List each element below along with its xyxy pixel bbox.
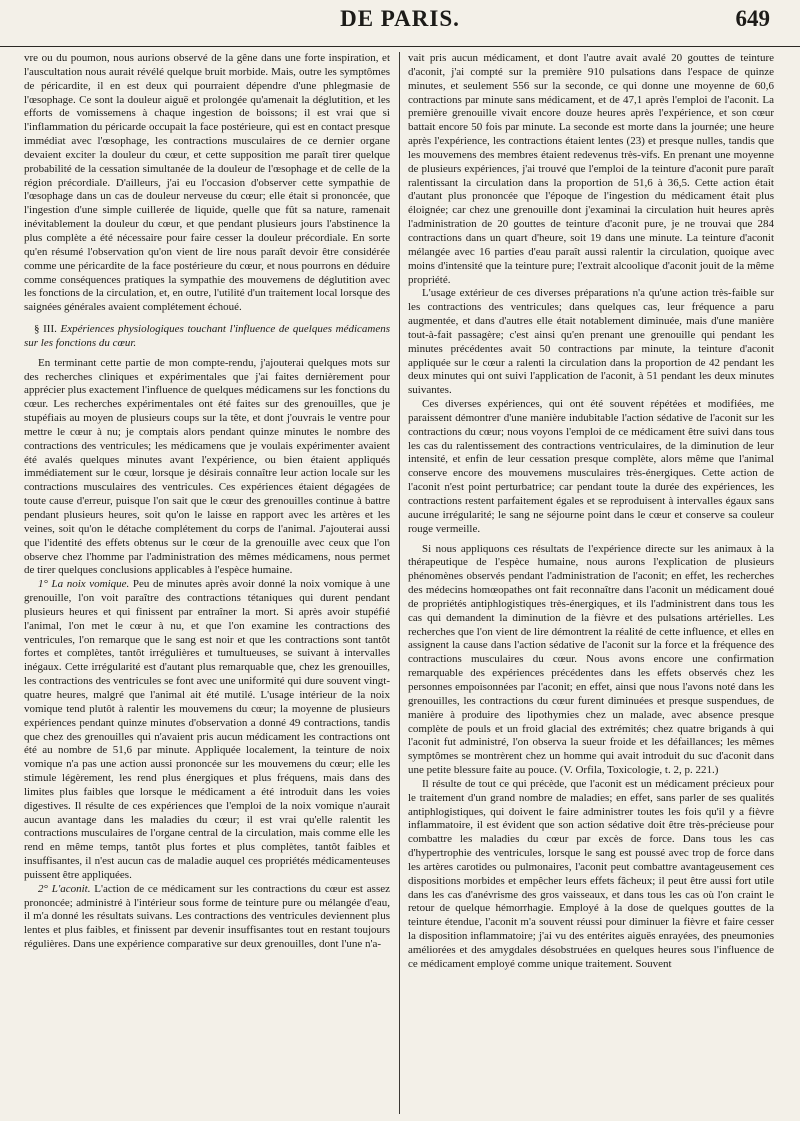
section-title: Expériences physiologiques touchant l'influence de quelques médicamens sur les fonctions du cœur. xyxy=(24,323,390,349)
paragraph xyxy=(24,883,390,952)
paragraph-label: 2° L'aconit. xyxy=(38,882,91,895)
paragraph: Il résulte de tout ce qui précède, que l'aconit est un médicament précieux pour le traitement d'un grand nombre de maladies; en effet, sans parler de ses qualités antiphlogistiques, qui doivent le faire administrer toutes les fois qu'il y a fièvre inflammatoire, il est évident que son action sédative doit être très-précieuse pour combattre les maladies du cœur par excès de force. Dans tous les cas d'hypertrophie des ventricules, lorsque le sang est poussé avec trop de force dans les artères carotides ou pulmonaires, l'aconit peut combattre avantageusement ces dispositions morbides et empêcher leurs effets fâcheux; il peut être aussi fort utile dans les cas d'anévrisme des gros vaisseaux, et dans tous les cas où l'on craint le retour de quelque hémorrhagie. Employé à la dose de quelques gouttes de la teinture étendue, l'aconit m'a souvent réussi pour diminuer la fièvre et faire cesser la disposition inflammatoire; j'ai vu des entérites aiguës enrayées, des pneumonies améliorées et des amygdales désobstruées en quelques heures sous l'influence de ce médicament employé comme unique traitement. Souvent xyxy=(408,777,774,970)
paragraph: Ces diverses expériences, qui ont été souvent répétées et modifiées, me paraissent démontrer d'une manière indubitable l'action sédative de l'aconit sur les contractions du cœur; nous voyons l'emploi de ce médicament être suivi dans tous les cas du ralentissement des contractions ventriculaires, de la diminution de leur intensité, et enfin de leur cessation presque complète, alors même que l'animal conserve encore des mouvemens musculaires très-énergiques. Cette action de l'aconit n'est point perturbatrice; car pendant toute la durée des expériences, les contractions restent parfaitement égales et se reproduisent à intervalles égaux sans aucune irrégularité; le sang ne séjourne point dans le cœur et conserve sa couleur rouge vermeille. xyxy=(408,398,774,535)
page-number: 649 xyxy=(735,6,770,31)
paragraph: L'usage extérieur de ces diverses préparations n'a qu'une action très-faible sur les contractions des ventricules; dans quelques cas, leur fréquence a paru augmentée, et dans d'autres elle était notablement diminuée, mais d'une manière tout-à-fait passagère; c'est ainsi qu'en prenant une grenouille qui pendant les minutes précédentes avait 50 contractions par minute, la teinture d'aconit appliquée sur le cœur a ralenti la circulation dans la proportion de 42 pendant les deux minutes qui ont suivi l'application de l'aconit, à 51 pendant les deux minutes suivantes. xyxy=(408,287,774,397)
running-title: DE PARIS. xyxy=(340,6,460,31)
page-header xyxy=(0,0,800,47)
section-heading xyxy=(24,323,390,351)
paragraph-text: L'action de ce médicament sur les contractions du cœur est assez prononcée; administré à l'intérieur sous forme de teinture pure ou mélangée d'eau, il m'a donné les résultats suivans. Les contractions des ventricules deviennent plus lentes et plus faibles, et finissent par devenir insuffisantes tout en restant toujours régulières. Dans une expérience comparative sur deux grenouilles, dont l'une n'a- xyxy=(24,882,390,951)
paragraph-label: 1° La noix vomique. xyxy=(38,578,130,591)
paragraph xyxy=(24,578,390,883)
paragraph-text: Peu de minutes après avoir donné la noix vomique à une grenouille, l'on voit paraître des contractions tétaniques qui durent pendant plusieurs heures et qui finissent par entraîner la mort. Si après avoir stupéfié l'animal, l'on met le cœur à nu, et que l'on examine les contractions des ventricules, l'on remarque que le sang est noir et que les contractions sont tantôt fortes et complètes, tantôt irrégulières et tumultueuses, se suivant à intervalles inégaux. Cette irrégularité est d'autant plus remarquable que, chez les grenouilles, les contractions des ventricules se font avec une uniformité qui dure souvent vingt-quatre heures, malgré que l'animal ait été mutilé. L'usage intérieur de la noix vomique tend plutôt à ralentir les mouvemens du cœur; la moyenne de plusieurs expériences pendant quinze minutes d'observation a donné 49 contractions, tandis que chez des grenouilles qui n'avaient pris aucun médicament les contractions ont été au nombre de 51,6 par minute. Appliquée localement, la teinture de noix vomique n'a pas une action aussi prononcée sur les mouvemens du cœur; elle les stimule légèrement, les rend plus énergiques et plus fréquens, mais dans des limites plus faibles que lorsque le médicament a été introduit dans les voies digestives. Il résulte de ces expériences que l'emploi de la noix vomique n'aurait aucun avantage dans les maladies du cœur; il est vrai qu'elle ralentit les contractions musculaires de l'organe central de la circulation, mais comme elle les rend en même temps, tantôt plus fortes et plus complètes, tantôt faibles et insuffisantes, il n'est aucun cas de maladie auquel ces propriétés médicamenteuses puissent être appliquées. xyxy=(24,578,390,881)
paragraph: vait pris aucun médicament, et dont l'autre avait avalé 20 gouttes de teinture d'aconit, j'ai compté sur la première 910 pulsations dans l'espace de quinze minutes, et seulement 556 sur la seconde, ce qui donne une moyenne de 60,6 contractions par minute sans médicament, et de 47,1 après l'emploi de l'aconit. La première grenouille vivait encore douze heures après l'expérience, et son cœur battait encore 50 fois par minute. La seconde est morte dans la journée; une heure après l'expérience, les contractions étaient lentes (23) et presque nulles, tandis que les mouvemens des membres étaient redevenus très-vifs. En prenant une moyenne de plusieurs expériences, j'ai trouvé que l'emploi de la teinture d'aconit pure paraît ralentissant la circulation dans la proportion de 51,6 à 36,5. Cette action était d'autant plus prononcée que l'époque de l'ingestion du médicament était plus éloignée; car chez une grenouille dont j'examinai la circulation huit heures après l'administration de 20 gouttes de teinture d'aconit pure, je ne trouvai que 284 contractions dans un quart d'heure, soit 19 dans une minute. La teinture d'aconit mélangée avec 16 parties d'eau paraît aussi ralentir la circulation, quoique avec moins d'intensité que la teinture pure; l'extrait alcoolique d'aconit jouit de la même propriété. xyxy=(408,52,774,286)
left-column xyxy=(24,52,390,1114)
section-number: § III. xyxy=(34,323,57,336)
right-column xyxy=(408,52,774,1114)
paragraph: Si nous appliquons ces résultats de l'expérience directe sur les animaux à la thérapeutique de l'espèce humaine, nous aurons l'explication de plusieurs phénomènes observés pendant l'administration de l'aconit; en effet, les recherches des médecins homœopathes ont fait reconnaître dans l'aconit un médicament doué de propriétés antiphlogistiques très-énergiques, et ils l'administrent dans tous les cas qui demandent la diminution de la fièvre et des pulsations artérielles. Les recherches que l'on vient de lire démontrent la réalité de cette influence, et elles en assignent la cause dans l'action sédative de l'aconit sur la force et la fréquence des contractions musculaires du cœur. Nous avons encore une confirmation remarquable des expériences précédentes dans les effets observés chez les personnes empoisonnées par l'aconit; en effet, ainsi que nous l'avons noté dans les grenouilles, les contractions du cœur furent diminuées et presque suspendues, de manière à produire des lipothymies chez un malade, avec absence presque complète de pouls et un froid glacial des extrémités; chez quatre brigands à qui l'aconit fut administré, l'on observa la sueur froide et les défaillances; les mêmes symptômes se montrèrent chez un homme qui avait introduit du suc d'aconit dans une petite blessure faite au pouce. (V. Orfila, Toxicologie, t. 2, p. 221.) xyxy=(408,542,774,777)
column-divider xyxy=(399,52,400,1114)
paragraph: vre ou du poumon, nous aurions observé de la gêne dans une forte inspiration, et l'auscultation nous aurait révélé quelque bruit morbide. Mais, outre les symptômes de péricardite, il en est deux qui pourraient dépendre d'une phlegmasie de l'œsophage. Ce sont la douleur aiguë et prolongée qu'amenait la déglutition, et les efforts de vomissemens à chaque ingestion de boissons; il est vrai que si l'inflammation du péricarde occupait la face postérieure, qui est en contact presque immédiat avec l'œsophage, les contractions musculaires de ce dernier organe devaient exciter la douleur du cœur, et cette supposition me paraît tirer quelque probabilité de la cessation simultanée de la douleur de l'œsophage et de celle de la région précordiale. D'ailleurs, j'ai eu l'occasion d'observer cette sympathie de l'œsophage dans un cas de douleur nerveuse du cœur; elle était si prononcée, que l'ingestion d'une simple cuillerée de liquide, quelle que fût sa nature, ramenait inévitablement la douleur du cœur, et que pendant plusieurs jours l'abstinence la plus complète a été nécessaire pour faire cesser la douleur précordiale. En sorte qu'en résumé l'observation qu'on vient de lire nous paraît devoir être considérée comme une péricardite de la face postérieure du cœur, et nous pourrons en déduire comme conséquences pratiques la sympathie des mouvemens de déglutition avec les fonctions de la circulation, et, en outre, l'utilité d'un traitement local lorsque des saignées générales avaient complétement échoué. xyxy=(24,52,390,314)
paragraph: En terminant cette partie de mon compte-rendu, j'ajouterai quelques mots sur des recherches cliniques et expérimentales que j'ai faites dernièrement pour apprécier plus exactement l'influence de quelques médicamens sur les fonctions du cœur. Les recherches expérimentales ont été faites sur des grenouilles, que je stupéfiais au moyen de plusieurs coups sur la tête, et dont j'ouvrais le ventre pour mettre le cœur à nu; je comptais alors pendant quinze minutes le nombre des contractions des ventricules; les médicamens que je voulais expérimenter avaient été avalés quelques minutes avant l'expérience, ou bien étaient appliqués immédiatement sur le cœur, lorsque je désirais connaître leur action locale sur les contractions musculaires des ventricules. Ces expériences étaient dégagées de toute cause d'erreur, puisque l'on sait que le cœur des grenouilles continue à battre pendant plusieurs heures, soit qu'on le laisse en rapport avec les artères et les veines, soit qu'on le détache complétement du corps de l'animal. J'ajouterai aussi que l'identité des effets obtenus sur le cœur de la grenouille avec ceux que l'on observe chez l'homme par l'administration des mêmes médicamens, nous permet de tirer quelques conclusions applicables à l'espèce humaine. xyxy=(24,356,390,577)
